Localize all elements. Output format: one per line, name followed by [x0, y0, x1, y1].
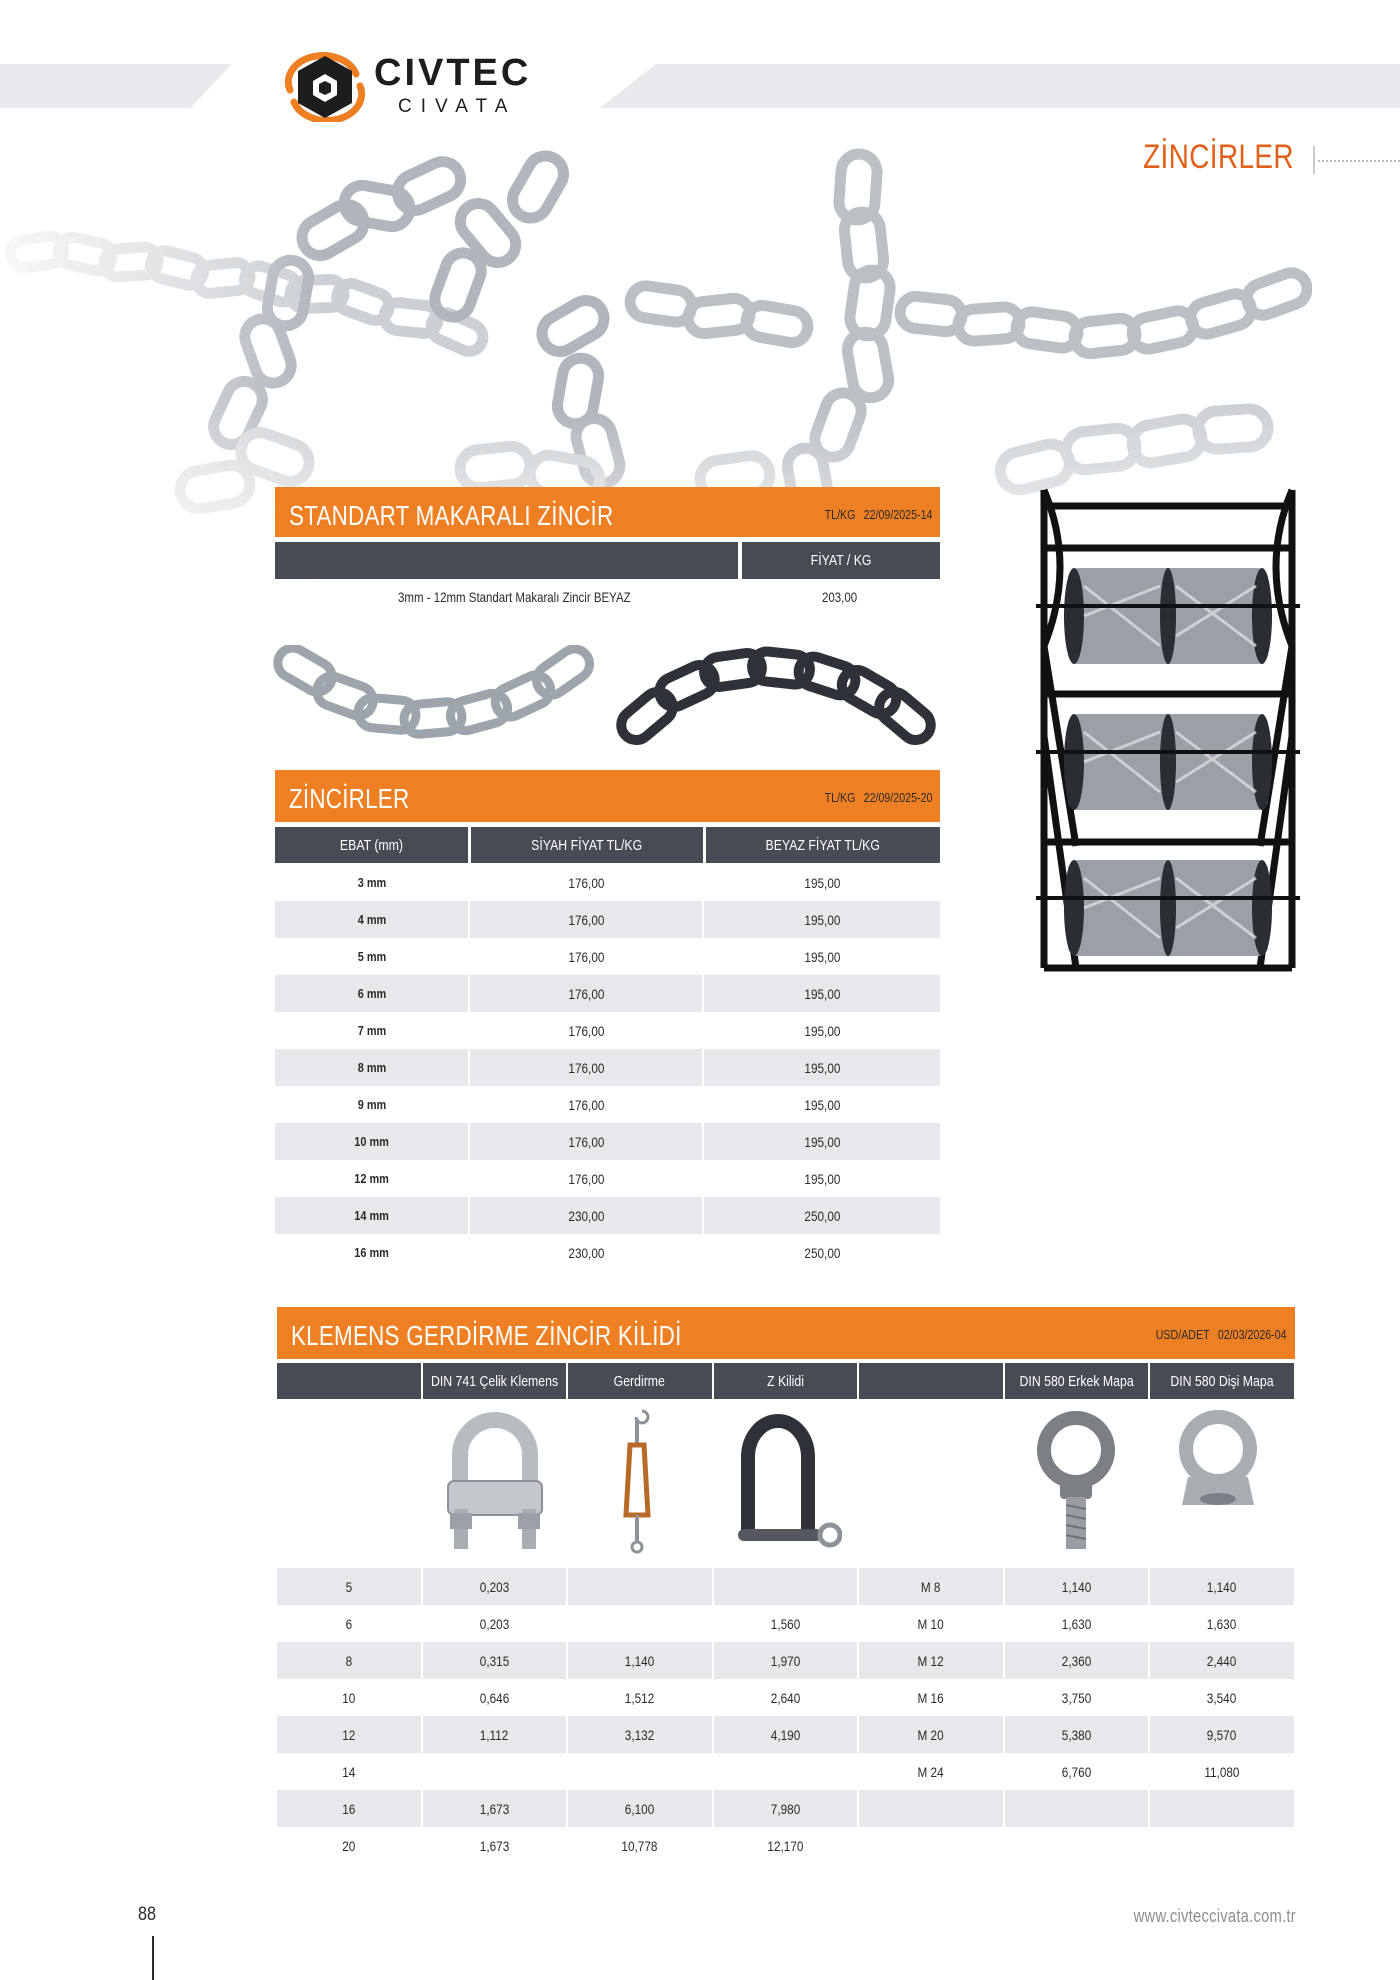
female-eye-nut-cell: 3,540	[1207, 1689, 1237, 1706]
section-chains-header	[275, 770, 940, 822]
price-unit: TL/KG	[824, 507, 856, 522]
white-price-cell: 195,00	[704, 1049, 940, 1086]
table-row	[277, 1568, 1295, 1605]
size-cell: 5 mm	[357, 949, 386, 964]
black-price-cell: 230,00	[568, 1244, 604, 1261]
product-price: 203,00	[822, 589, 858, 605]
female-eye-nut-cell: 1,140	[1150, 1568, 1294, 1605]
white-price-cell: 195,00	[804, 1096, 840, 1113]
size-cell: 16	[277, 1790, 421, 1827]
product-description: 3mm - 12mm Standart Makaralı Zincir BEYAZ	[398, 589, 631, 605]
table-row	[275, 1234, 940, 1271]
table-row	[277, 1790, 1295, 1827]
wire-rope-clip-icon	[440, 1405, 550, 1555]
price-per-kg-header: FİYAT / KG	[742, 542, 940, 579]
female-eye-nut-cell: 2,440	[1150, 1642, 1294, 1679]
section-title: KLEMENS GERDİRME ZİNCİR KİLİDİ	[291, 1320, 682, 1351]
turnbuckle-cell	[568, 1568, 712, 1605]
turnbuckle-cell: 1,512	[625, 1689, 655, 1706]
turnbuckle-cell	[568, 1605, 712, 1642]
turnbuckle-cell: 1,140	[568, 1642, 712, 1679]
title-dotted-rule	[1318, 160, 1400, 162]
z-lock-cell: 7,980	[714, 1790, 858, 1827]
table-row	[275, 975, 940, 1012]
price-unit: USD/ADET	[1156, 1327, 1211, 1342]
d-shackle-icon	[722, 1405, 842, 1555]
table-row	[275, 938, 940, 975]
table-row	[277, 1753, 1295, 1790]
section-title: STANDART MAKARALI ZİNCİR	[289, 500, 614, 531]
black-price-cell: 176,00	[470, 1123, 702, 1160]
brand-sub: CIVATA	[398, 96, 517, 117]
white-price-cell: 195,00	[804, 948, 840, 965]
white-price-cell: 250,00	[704, 1197, 940, 1234]
size-cell: 16 mm	[354, 1245, 389, 1260]
table-row	[277, 1716, 1295, 1753]
turnbuckle-icon	[582, 1405, 692, 1555]
col-header-0	[277, 1363, 421, 1399]
col-header-white-price: BEYAZ FİYAT TL/KG	[706, 827, 940, 863]
size-cell: 12	[277, 1716, 421, 1753]
female-eye-nut-cell: 1,630	[1207, 1615, 1237, 1632]
header-band-right	[600, 64, 1400, 108]
table-row	[275, 1123, 940, 1160]
table-row	[277, 1827, 1295, 1864]
white-chain-image	[272, 645, 602, 745]
size-cell: 14 mm	[275, 1197, 468, 1234]
section-standard-roller-chain-header	[275, 487, 940, 537]
black-price-cell: 176,00	[470, 1049, 702, 1086]
price-date: 22/09/2025-14	[863, 507, 932, 522]
thread-size-cell	[859, 1827, 1003, 1864]
white-price-cell: 195,00	[704, 1123, 940, 1160]
male-eye-bolt-cell	[1005, 1790, 1149, 1827]
male-eye-bolt-cell	[1005, 1827, 1149, 1864]
female-eye-nut-cell	[1150, 1827, 1294, 1864]
black-price-cell: 176,00	[568, 1022, 604, 1039]
col-header-4	[859, 1363, 1003, 1399]
size-cell: 10 mm	[275, 1123, 468, 1160]
z-lock-cell: 4,190	[714, 1716, 858, 1753]
table-row	[275, 1049, 940, 1086]
section-title: ZİNCİRLER	[289, 783, 410, 814]
female-eye-nut-cell	[1150, 1790, 1294, 1827]
price-date: 22/09/2025-20	[863, 790, 932, 805]
table-row	[275, 1197, 940, 1234]
col-header-5: DIN 580 Erkek Mapa	[1005, 1363, 1149, 1399]
male-eye-bolt-cell: 5,380	[1005, 1716, 1149, 1753]
black-price-cell: 176,00	[568, 874, 604, 891]
thread-size-cell: M 24	[917, 1763, 944, 1780]
hardware-price-table	[277, 1568, 1295, 1864]
black-chain-image	[612, 645, 942, 745]
steel-clamp-cell: 1,673	[423, 1790, 567, 1827]
turnbuckle-cell: 3,132	[568, 1716, 712, 1753]
white-price-cell: 195,00	[704, 975, 940, 1012]
table-header-band	[275, 542, 738, 579]
z-lock-cell: 12,170	[767, 1837, 804, 1854]
thread-size-cell: M 16	[917, 1689, 944, 1706]
size-cell: 12 mm	[354, 1171, 389, 1186]
black-price-cell: 176,00	[568, 1170, 604, 1187]
steel-clamp-cell: 1,112	[423, 1716, 567, 1753]
col-header-1: DIN 741 Çelik Klemens	[423, 1363, 567, 1399]
black-price-cell: 176,00	[470, 901, 702, 938]
table-row	[277, 1679, 1295, 1716]
steel-clamp-cell	[423, 1753, 567, 1790]
eye-bolt-male-icon	[1016, 1405, 1136, 1555]
size-cell: 3 mm	[357, 875, 386, 890]
size-cell: 14	[342, 1763, 356, 1780]
white-price-cell: 195,00	[704, 901, 940, 938]
turnbuckle-cell	[568, 1753, 712, 1790]
thread-size-cell: M 12	[859, 1642, 1003, 1679]
table-row	[275, 1012, 940, 1049]
male-eye-bolt-cell: 1,140	[1005, 1568, 1149, 1605]
eye-nut-female-icon	[1158, 1405, 1278, 1515]
table-row	[275, 1160, 940, 1197]
col-header-2: Gerdirme	[568, 1363, 712, 1399]
steel-clamp-cell: 0,315	[423, 1642, 567, 1679]
male-eye-bolt-cell: 1,630	[1061, 1615, 1091, 1632]
female-eye-nut-cell: 9,570	[1150, 1716, 1294, 1753]
col-header-6: DIN 580 Dişi Mapa	[1150, 1363, 1294, 1399]
z-lock-cell: 1,560	[770, 1615, 800, 1632]
white-price-cell: 195,00	[804, 1022, 840, 1039]
size-cell: 7 mm	[357, 1023, 386, 1038]
table-row	[277, 1605, 1295, 1642]
header-band-left	[0, 64, 232, 108]
price-date: 02/03/2026-04	[1218, 1327, 1287, 1342]
black-price-cell: 176,00	[470, 975, 702, 1012]
page-number-rule	[152, 1936, 154, 1980]
size-cell: 8	[277, 1642, 421, 1679]
black-price-cell: 230,00	[470, 1197, 702, 1234]
z-lock-cell: 1,970	[714, 1642, 858, 1679]
z-lock-cell: 2,640	[770, 1689, 800, 1706]
table-row	[275, 864, 940, 901]
page-number: 88	[138, 1904, 156, 1925]
size-cell: 4 mm	[275, 901, 468, 938]
size-cell: 6 mm	[275, 975, 468, 1012]
size-cell: 6	[345, 1615, 353, 1632]
col-header-black-price: SİYAH FİYAT TL/KG	[471, 827, 703, 863]
section-meta	[1156, 1327, 1287, 1342]
male-eye-bolt-cell: 3,750	[1061, 1689, 1091, 1706]
price-unit: TL/KG	[824, 790, 856, 805]
section-meta	[824, 790, 932, 805]
size-cell: 9 mm	[357, 1097, 386, 1112]
table-row	[277, 1642, 1295, 1679]
hardware-table-header	[277, 1363, 1295, 1399]
col-header-3: Z Kilidi	[714, 1363, 858, 1399]
thread-size-cell: M 20	[859, 1716, 1003, 1753]
website-link[interactable]: www.civteccivata.com.tr	[1133, 1906, 1296, 1926]
steel-clamp-cell: 0,203	[423, 1568, 567, 1605]
steel-clamp-cell: 0,203	[479, 1615, 509, 1632]
steel-clamp-cell: 0,646	[479, 1689, 509, 1706]
z-lock-cell	[714, 1568, 858, 1605]
turnbuckle-cell: 10,778	[621, 1837, 658, 1854]
steel-clamp-cell: 1,673	[479, 1837, 509, 1854]
turnbuckle-cell: 6,100	[568, 1790, 712, 1827]
size-cell: 10	[342, 1689, 356, 1706]
thread-size-cell	[859, 1790, 1003, 1827]
chain-reel-rack-image	[1036, 486, 1300, 972]
section-meta	[824, 507, 932, 522]
male-eye-bolt-cell: 2,360	[1005, 1642, 1149, 1679]
white-price-cell: 250,00	[804, 1244, 840, 1261]
female-eye-nut-cell: 11,080	[1204, 1763, 1240, 1780]
title-divider	[1313, 146, 1315, 174]
white-price-cell: 195,00	[804, 874, 840, 891]
black-price-cell: 176,00	[568, 948, 604, 965]
col-header-size: EBAT (mm)	[275, 827, 468, 863]
table-row	[275, 901, 940, 938]
male-eye-bolt-cell: 6,760	[1061, 1763, 1091, 1780]
thread-size-cell: M 10	[917, 1615, 944, 1632]
size-cell: 8 mm	[275, 1049, 468, 1086]
black-price-cell: 176,00	[568, 1096, 604, 1113]
logo-hexagon-icon	[282, 52, 368, 122]
size-cell: 20	[342, 1837, 356, 1854]
chains-price-table	[275, 864, 940, 1271]
brand-logo[interactable]	[282, 50, 562, 122]
section-clamp-turnbuckle-lock-header	[277, 1307, 1295, 1359]
z-lock-cell	[714, 1753, 858, 1790]
thread-size-cell: M 8	[859, 1568, 1003, 1605]
size-cell: 5	[277, 1568, 421, 1605]
white-price-cell: 195,00	[804, 1170, 840, 1187]
brand-name: CIVTEC	[374, 52, 532, 94]
table-row	[275, 1086, 940, 1123]
